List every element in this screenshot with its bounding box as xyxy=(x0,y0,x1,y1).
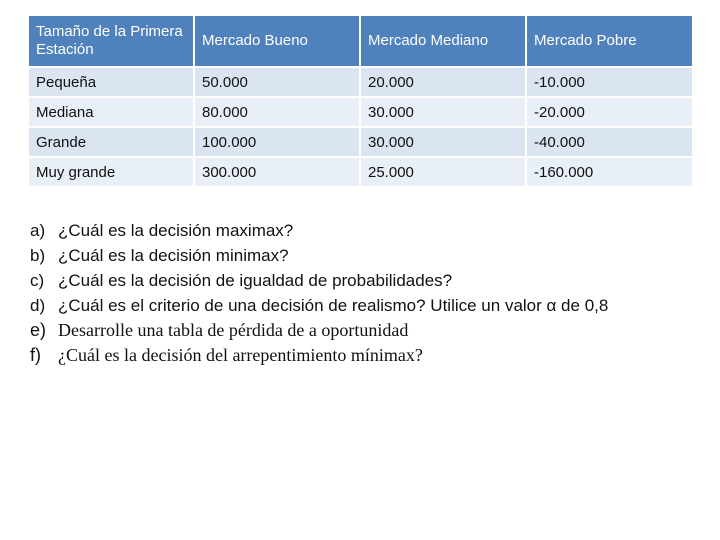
header-poor-market: Mercado Pobre xyxy=(526,15,693,67)
list-item-letter: c) xyxy=(30,271,45,290)
table-header-row xyxy=(28,15,693,67)
question-list xyxy=(30,218,608,368)
list-item-text: ¿Cuál es la decisión del arrepentimiento mínimax? xyxy=(58,345,423,365)
table-cell: -20.000 xyxy=(526,97,693,127)
table-cell: 300.000 xyxy=(194,157,360,187)
list-item xyxy=(30,318,608,343)
list-item-letter: a) xyxy=(30,221,46,240)
list-item-letter: e) xyxy=(30,320,47,340)
table-cell: Pequeña xyxy=(28,67,194,97)
list-item-text: ¿Cuál es la decisión de igualdad de probabilidades? xyxy=(58,271,453,290)
table-row xyxy=(28,97,693,127)
table-cell: 100.000 xyxy=(194,127,360,157)
table-cell: -160.000 xyxy=(526,157,693,187)
header-good-market: Mercado Bueno xyxy=(194,15,360,67)
table-cell: 50.000 xyxy=(194,67,360,97)
table-cell: 30.000 xyxy=(360,127,526,157)
list-item-text: Desarrolle una tabla de pérdida de a oportunidad xyxy=(58,320,409,340)
list-item-text: ¿Cuál es el criterio de una decisión de realismo? Utilice un valor α de 0,8 xyxy=(58,296,609,315)
table-cell: -10.000 xyxy=(526,67,693,97)
header-size: Tamaño de la Primera Estación xyxy=(28,15,194,67)
list-item-letter: f) xyxy=(30,345,41,365)
table-row xyxy=(28,127,693,157)
table-cell: Grande xyxy=(28,127,194,157)
table-cell: Mediana xyxy=(28,97,194,127)
table-cell: 25.000 xyxy=(360,157,526,187)
list-item-letter: b) xyxy=(30,246,46,265)
list-item xyxy=(30,293,608,318)
payoff-table xyxy=(27,14,694,188)
table-row xyxy=(28,157,693,187)
list-item xyxy=(30,243,608,268)
table-cell: Muy grande xyxy=(28,157,194,187)
list-item xyxy=(30,268,608,293)
table-row xyxy=(28,67,693,97)
list-item xyxy=(30,343,608,368)
header-medium-market: Mercado Mediano xyxy=(360,15,526,67)
table-cell: 30.000 xyxy=(360,97,526,127)
list-item-text: ¿Cuál es la decisión maximax? xyxy=(58,221,294,240)
table-cell: -40.000 xyxy=(526,127,693,157)
list-item-text: ¿Cuál es la decisión minimax? xyxy=(58,246,289,265)
list-item-letter: d) xyxy=(30,296,46,315)
table-cell: 20.000 xyxy=(360,67,526,97)
list-item xyxy=(30,218,608,243)
table-cell: 80.000 xyxy=(194,97,360,127)
